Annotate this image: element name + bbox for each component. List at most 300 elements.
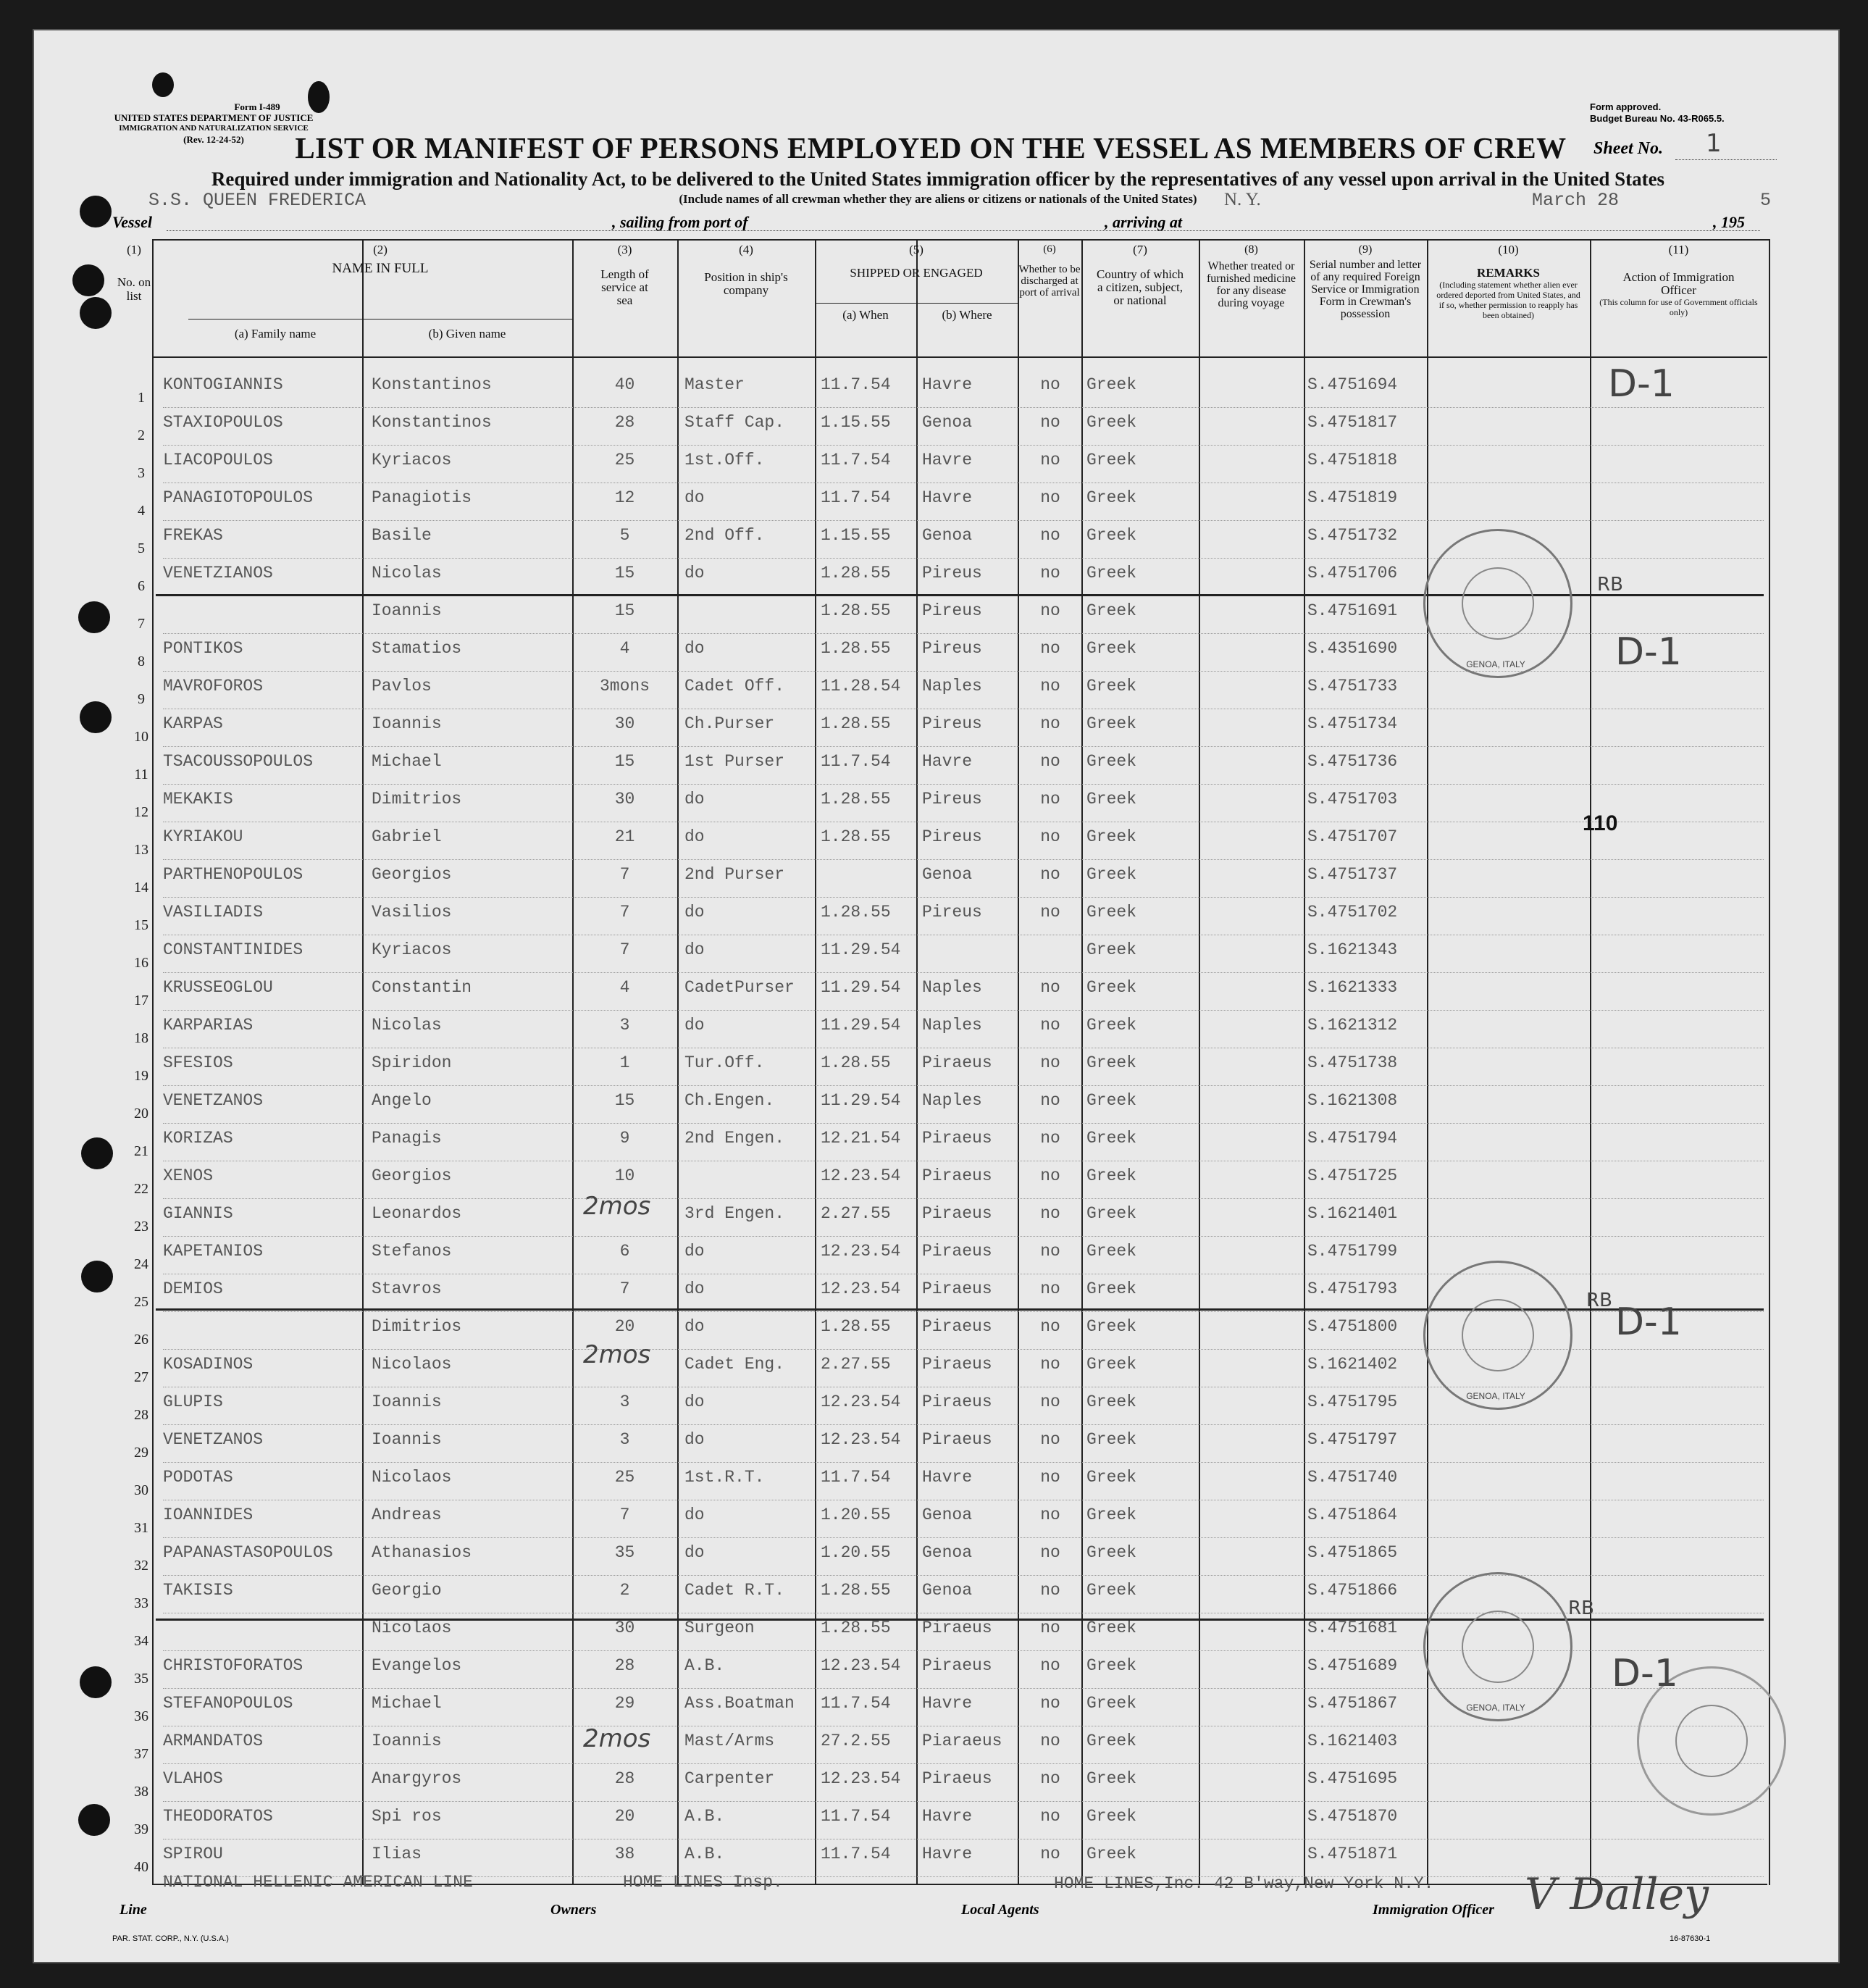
cell-country: Greek: [1086, 1732, 1137, 1750]
cell-position: Ass.Boatman: [684, 1694, 795, 1713]
cell-when: 12.23.54: [821, 1769, 901, 1788]
cell-country: Greek: [1086, 1468, 1137, 1487]
cell-given: Nicolaos: [372, 1619, 452, 1637]
row-number: 29: [134, 1445, 148, 1461]
row-divider: [163, 1085, 1764, 1086]
col-11-note: (This column for use of Government officials only): [1599, 297, 1758, 317]
cell-service: 6: [619, 1242, 630, 1261]
col-9-header: [1304, 243, 1427, 320]
row-number: 34: [134, 1633, 148, 1649]
consulate-stamp-1: [1423, 529, 1572, 678]
cell-given: Andreas: [372, 1505, 442, 1524]
col-2-label: NAME IN FULL: [332, 261, 429, 276]
col-4-label: Position in ship's company: [704, 270, 788, 297]
cell-service: 3: [619, 1430, 630, 1449]
cell-family: IOANNIDES: [163, 1505, 254, 1524]
cell-where: Genoa: [922, 1543, 973, 1562]
row-number: 21: [134, 1143, 148, 1159]
action-rb-a: RB: [1597, 574, 1623, 596]
cell-where: Genoa: [922, 526, 973, 545]
cell-family: ARMANDATOS: [163, 1732, 264, 1750]
cell-when: 1.20.55: [821, 1505, 891, 1524]
cell-country: Greek: [1086, 375, 1137, 394]
cell-serial: S.4751736: [1307, 752, 1398, 771]
cell-given: Anargyros: [372, 1769, 462, 1788]
punch-hole: [80, 701, 112, 733]
cell-given: Dimitrios: [372, 1317, 462, 1336]
cell-when: 11.7.54: [821, 1694, 891, 1713]
cell-country: Greek: [1086, 1317, 1137, 1336]
cell-given: Georgios: [372, 865, 452, 884]
cell-service: 10: [614, 1166, 635, 1185]
cell-position: Staff Cap.: [684, 413, 785, 432]
cell-serial: S.4751818: [1307, 451, 1398, 469]
cell-position: do: [684, 1242, 705, 1261]
cell-country: Greek: [1086, 1619, 1137, 1637]
cell-family: PAPANASTASOPOULOS: [163, 1543, 333, 1562]
cell-country: Greek: [1086, 1392, 1137, 1411]
cell-when: 11.29.54: [821, 1091, 901, 1110]
cell-disch: no: [1040, 1392, 1060, 1411]
cell-family: KARPARIAS: [163, 1016, 254, 1035]
punch-hole: [81, 1137, 113, 1169]
cell-position: 3rd Engen.: [684, 1204, 785, 1223]
cell-when: 1.15.55: [821, 526, 891, 545]
cell-family: VASILIADIS: [163, 903, 264, 922]
cell-disch: no: [1040, 1091, 1060, 1110]
sheet-line: [1675, 159, 1777, 160]
row-number: 6: [138, 578, 145, 594]
cell-country: Greek: [1086, 1581, 1137, 1600]
cell-where: Piraeus: [922, 1317, 992, 1336]
cell-family: CHRISTOFORATOS: [163, 1656, 303, 1675]
row-number: 28: [134, 1407, 148, 1423]
cell-position: CadetPurser: [684, 978, 795, 997]
cell-where: Piraeus: [922, 1279, 992, 1298]
cell-where: Pireus: [922, 903, 982, 922]
cell-when: 11.28.54: [821, 677, 901, 696]
form-rev: (Rev. 12-24-52): [183, 134, 244, 145]
row-number: 30: [134, 1482, 148, 1498]
cell-position: Carpenter: [684, 1769, 775, 1788]
cell-family: GLUPIS: [163, 1392, 223, 1411]
cell-country: Greek: [1086, 1279, 1137, 1298]
cell-country: Greek: [1086, 1016, 1137, 1035]
row-number: 35: [134, 1671, 148, 1687]
cell-serial: S.4751799: [1307, 1242, 1398, 1261]
cell-when: 1.28.55: [821, 564, 891, 582]
cell-given: Ioannis: [372, 601, 442, 620]
cell-when: 11.7.54: [821, 752, 891, 771]
punch-hole: [80, 1666, 112, 1698]
cell-serial: S.4751800: [1307, 1317, 1398, 1336]
cell-family: VENETZANOS: [163, 1430, 264, 1449]
cell-where: Pireus: [922, 790, 982, 809]
cell-serial: S.1621403: [1307, 1732, 1398, 1750]
col-11-label: Action of Immigration Officer: [1622, 270, 1735, 297]
header-divider: [152, 356, 1767, 358]
cell-when: 1.20.55: [821, 1543, 891, 1562]
col-9-num: (9): [1358, 243, 1373, 256]
cell-service: 7: [619, 1505, 630, 1524]
cell-position: do: [684, 639, 705, 658]
cell-serial: S.1621308: [1307, 1091, 1398, 1110]
row-divider: [163, 1123, 1764, 1124]
row-number: 9: [138, 691, 145, 707]
cell-disch: no: [1040, 752, 1060, 771]
cell-given: Ilias: [372, 1845, 422, 1863]
cell-serial: S.4751703: [1307, 790, 1398, 809]
row-number: 2: [138, 427, 145, 443]
cell-position: 2nd Off.: [684, 526, 765, 545]
cell-given: Angelo: [372, 1091, 432, 1110]
cell-disch: no: [1040, 903, 1060, 922]
cell-where: Genoa: [922, 413, 973, 432]
cell-service: 30: [614, 790, 635, 809]
cell-family: GIANNIS: [163, 1204, 233, 1223]
cell-disch: no: [1040, 1317, 1060, 1336]
cell-given: Michael: [372, 752, 442, 771]
cell-when: 12.23.54: [821, 1392, 901, 1411]
cell-service: 40: [614, 375, 635, 394]
cell-serial: S.4751795: [1307, 1392, 1398, 1411]
cell-service: 4: [619, 639, 630, 658]
vessel-value: S.S. QUEEN FREDERICA: [148, 190, 367, 211]
budget-number: Budget Bureau No. 43-R065.5.: [1590, 113, 1725, 124]
cell-given: Vasilios: [372, 903, 452, 922]
cell-given: Stefanos: [372, 1242, 452, 1261]
cell-family: KYRIAKOU: [163, 827, 243, 846]
row-divider: [163, 1462, 1764, 1463]
printer-info: PAR. STAT. CORP., N.Y. (U.S.A.): [112, 1934, 229, 1943]
cell-disch: no: [1040, 1543, 1060, 1562]
row-divider: [163, 1801, 1764, 1802]
shipped-subdivider: [815, 303, 1018, 304]
cell-position: Master: [684, 375, 745, 394]
cell-given: Evangelos: [372, 1656, 462, 1675]
cell-country: Greek: [1086, 1845, 1137, 1863]
cell-country: Greek: [1086, 677, 1137, 696]
row-divider: [163, 1575, 1764, 1576]
cell-family: XENOS: [163, 1166, 214, 1185]
approval-info: [1590, 101, 1807, 125]
punch-hole: [72, 264, 104, 296]
cell-country: Greek: [1086, 1129, 1137, 1148]
cell-given: Panagis: [372, 1129, 442, 1148]
cell-where: Pireus: [922, 601, 982, 620]
cell-where: Pireus: [922, 714, 982, 733]
cell-country: Greek: [1086, 1769, 1137, 1788]
cell-family: FREKAS: [163, 526, 223, 545]
cell-given: Stavros: [372, 1279, 442, 1298]
cell-service: 21: [614, 827, 635, 846]
cell-given: Constantin: [372, 978, 472, 997]
cell-given: Spi ros: [372, 1807, 442, 1826]
row-divider: [163, 972, 1764, 973]
cell-service: 3: [619, 1392, 630, 1411]
punch-hole: [308, 81, 330, 113]
row-divider: [163, 1010, 1764, 1011]
cell-position: A.B.: [684, 1807, 725, 1826]
cell-service: 1: [619, 1053, 630, 1072]
cell-country: Greek: [1086, 714, 1137, 733]
cell-family: KOSADINOS: [163, 1355, 254, 1374]
row-divider: [163, 1424, 1764, 1425]
cell-family: CONSTANTINIDES: [163, 940, 303, 959]
action-d1-b: D-1: [1615, 630, 1682, 674]
cell-given: Ioannis: [372, 714, 442, 733]
form-subtitle: Required under immigration and Nationality Act, to be delivered to the United States immigration officer by the representatives of any vessel upon arrival in the United States: [211, 168, 1665, 190]
cell-service: 15: [614, 601, 635, 620]
cell-position: do: [684, 1016, 705, 1035]
cell-country: Greek: [1086, 1091, 1137, 1110]
cell-where: Genoa: [922, 1505, 973, 1524]
cell-family: PANAGIOTOPOULOS: [163, 488, 314, 507]
cell-where: Naples: [922, 1091, 982, 1110]
cell-country: Greek: [1086, 1430, 1137, 1449]
cell-service: 15: [614, 752, 635, 771]
cell-service: 20: [614, 1807, 635, 1826]
cell-disch: no: [1040, 1845, 1060, 1863]
cell-where: Naples: [922, 1016, 982, 1035]
col-4-num: (4): [739, 243, 753, 256]
cell-serial: S.4751691: [1307, 601, 1398, 620]
cell-disch: no: [1040, 865, 1060, 884]
cell-service: 7: [619, 1279, 630, 1298]
cell-family: KORIZAS: [163, 1129, 233, 1148]
row-divider: [163, 1198, 1764, 1199]
cell-position: Ch.Engen.: [684, 1091, 775, 1110]
cell-country: Greek: [1086, 526, 1137, 545]
col-1-header: [112, 243, 156, 303]
row-number: 12: [134, 804, 148, 820]
row-divider: [163, 746, 1764, 747]
owners-value: HOME LINES Insp.: [623, 1873, 783, 1892]
cell-position: 1st.Off.: [684, 451, 765, 469]
year-label: , 195: [1713, 213, 1745, 231]
agents-value: HOME LINES,Inc. 42 B'way,New York N.Y.: [1054, 1874, 1434, 1893]
action-d1-a: D-1: [1608, 362, 1675, 406]
cell-when: 12.23.54: [821, 1430, 901, 1449]
cell-country: Greek: [1086, 1694, 1137, 1713]
cell-given: Kyriacos: [372, 451, 452, 469]
cell-when: 1.15.55: [821, 413, 891, 432]
cell-disch: no: [1040, 1242, 1060, 1261]
cell-given: Konstantinos: [372, 375, 492, 394]
col-11-header: [1590, 243, 1767, 317]
include-note: (Include names of all crewman whether they are aliens or citizens or nationals of the United States): [679, 192, 1197, 206]
cell-family: VENETZIANOS: [163, 564, 273, 582]
cell-disch: no: [1040, 526, 1060, 545]
cell-given: Michael: [372, 1694, 442, 1713]
form-approved: Form approved.: [1590, 101, 1662, 112]
cell-where: Piraeus: [922, 1129, 992, 1148]
cell-serial: S.4751681: [1307, 1619, 1398, 1637]
row-number: 3: [138, 465, 145, 481]
cell-when: 11.7.54: [821, 375, 891, 394]
cell-family: LIACOPOULOS: [163, 451, 273, 469]
cell-serial: S.4751706: [1307, 564, 1398, 582]
consulate-stamp-3: [1423, 1572, 1572, 1721]
cell-where: Havre: [922, 1468, 973, 1487]
cell-disch: no: [1040, 639, 1060, 658]
cell-given: Stamatios: [372, 639, 462, 658]
col-5-header: [815, 243, 1018, 280]
cell-where: Naples: [922, 677, 982, 696]
cell-where: Piraeus: [922, 1355, 992, 1374]
col-10-note: (Including statement whether alien ever ordered deported from United States, and if so, whether permission to reapply has been obtained): [1436, 280, 1580, 320]
cell-when: 1.28.55: [821, 903, 891, 922]
cell-serial: S.1621402: [1307, 1355, 1398, 1374]
cell-when: 1.28.55: [821, 1581, 891, 1600]
cell-disch: no: [1040, 1505, 1060, 1524]
cell-serial: S.4751819: [1307, 488, 1398, 507]
col-1-label: No. on list: [117, 275, 151, 303]
row-number: 31: [134, 1520, 148, 1536]
cell-where: Havre: [922, 1694, 973, 1713]
cell-where: Pireus: [922, 827, 982, 846]
col-3-header: [572, 243, 677, 307]
cell-disch: no: [1040, 1053, 1060, 1072]
cell-family: KAPETANIOS: [163, 1242, 264, 1261]
cell-service: 7: [619, 903, 630, 922]
row-number: 19: [134, 1068, 148, 1084]
cell-family: DEMIOS: [163, 1279, 223, 1298]
cell-when: 11.7.54: [821, 1845, 891, 1863]
cell-family: THEODORATOS: [163, 1807, 273, 1826]
cell-service: 5: [619, 526, 630, 545]
cell-country: Greek: [1086, 639, 1137, 658]
officer-label: Immigration Officer: [1373, 1902, 1494, 1918]
cell-where: Piraeus: [922, 1656, 992, 1675]
cell-service: 25: [614, 451, 635, 469]
punch-hole: [78, 601, 110, 633]
row-number: 37: [134, 1746, 148, 1762]
cell-serial: S.4751866: [1307, 1581, 1398, 1600]
cell-service: 7: [619, 865, 630, 884]
cell-given: Georgios: [372, 1166, 452, 1185]
cell-country: Greek: [1086, 1204, 1137, 1223]
cell-given: Nicolas: [372, 564, 442, 582]
cell-serial: S.4751817: [1307, 413, 1398, 432]
cell-position: do: [684, 1505, 705, 1524]
cell-when: 1.28.55: [821, 639, 891, 658]
row-number: 22: [134, 1181, 148, 1197]
col-5b-header: (b) Where: [942, 308, 992, 322]
col-10-num: (10): [1498, 243, 1519, 256]
action-rb-c: RB: [1568, 1598, 1594, 1619]
cell-service: 30: [614, 1619, 635, 1637]
cell-serial: S.4751734: [1307, 714, 1398, 733]
col-7-num: (7): [1133, 243, 1147, 256]
cell-disch: no: [1040, 1732, 1060, 1750]
cell-when: 1.28.55: [821, 601, 891, 620]
action-d1-c: D-1: [1615, 1300, 1682, 1344]
cell-disch: no: [1040, 714, 1060, 733]
cell-when: 2.27.55: [821, 1355, 891, 1374]
cell-when: 11.29.54: [821, 1016, 901, 1035]
col-7-label: Country of which a citizen, subject, or national: [1097, 267, 1184, 307]
cell-position: 2nd Engen.: [684, 1129, 785, 1148]
cell-serial: S.4751725: [1307, 1166, 1398, 1185]
row-number: 4: [138, 503, 145, 519]
cell-service: 15: [614, 1091, 635, 1110]
cell-serial: S.4751740: [1307, 1468, 1398, 1487]
punch-hole: [152, 72, 174, 97]
year-value: 5: [1760, 190, 1772, 211]
cell-country: Greek: [1086, 1355, 1137, 1374]
cell-where: Piraeus: [922, 1392, 992, 1411]
cell-family: STAXIOPOULOS: [163, 413, 283, 432]
cell-when: 2.27.55: [821, 1204, 891, 1223]
cell-position: do: [684, 564, 705, 582]
cell-given: Konstantinos: [372, 413, 492, 432]
cell-position: A.B.: [684, 1656, 725, 1675]
arriving-label: , arriving at: [1105, 213, 1182, 231]
cell-given: Ioannis: [372, 1392, 442, 1411]
cell-disch: no: [1040, 790, 1060, 809]
col-9-label: Serial number and letter of any required Foreign Service or Immigration Form in Crewman's possession: [1309, 259, 1422, 320]
cell-serial: S.1621312: [1307, 1016, 1398, 1035]
col-10-header: [1427, 243, 1590, 320]
cell-country: Greek: [1086, 1505, 1137, 1524]
cell-when: 11.29.54: [821, 978, 901, 997]
cell-country: Greek: [1086, 903, 1137, 922]
cell-country: Greek: [1086, 752, 1137, 771]
col-6-num: (6): [1043, 243, 1056, 255]
cell-where: Havre: [922, 375, 973, 394]
cell-given: Dimitrios: [372, 790, 462, 809]
cell-disch: no: [1040, 1204, 1060, 1223]
cell-position: 2nd Purser: [684, 865, 785, 884]
cell-where: Piraeus: [922, 1619, 992, 1637]
cell-disch: no: [1040, 1430, 1060, 1449]
col-8-num: (8): [1244, 243, 1258, 256]
cell-service: 9: [619, 1129, 630, 1148]
row-number: 36: [134, 1708, 148, 1724]
cell-family: VLAHOS: [163, 1769, 223, 1788]
cell-family: TAKISIS: [163, 1581, 233, 1600]
cell-position: Surgeon: [684, 1619, 755, 1637]
row-number: 38: [134, 1784, 148, 1800]
cell-given: Georgio: [372, 1581, 442, 1600]
row-divider: [163, 520, 1764, 521]
cell-disch: no: [1040, 1166, 1060, 1185]
cell-country: Greek: [1086, 1656, 1137, 1675]
cell-when: 12.23.54: [821, 1242, 901, 1261]
cell-serial: S.4751865: [1307, 1543, 1398, 1562]
cell-service: 20: [614, 1317, 635, 1336]
cell-when: 12.23.54: [821, 1656, 901, 1675]
cell-serial: S.1621343: [1307, 940, 1398, 959]
row-number: 13: [134, 842, 148, 858]
cell-position: do: [684, 790, 705, 809]
cell-family: KRUSSEOGLOU: [163, 978, 273, 997]
cell-country: Greek: [1086, 1166, 1137, 1185]
officer-signature: V Dalley: [1525, 1869, 1709, 1920]
row-number: 27: [134, 1369, 148, 1385]
cell-family: MEKAKIS: [163, 790, 233, 809]
sheet-label: Sheet No.: [1593, 139, 1663, 158]
row-number: 14: [134, 880, 148, 895]
cell-where: Naples: [922, 978, 982, 997]
punch-hole: [78, 1804, 110, 1836]
cell-where: Piraeus: [922, 1430, 992, 1449]
col-2-header: [188, 243, 572, 275]
cell-disch: no: [1040, 413, 1060, 432]
cell-when: 11.7.54: [821, 1468, 891, 1487]
cell-serial: S.4751793: [1307, 1279, 1398, 1298]
